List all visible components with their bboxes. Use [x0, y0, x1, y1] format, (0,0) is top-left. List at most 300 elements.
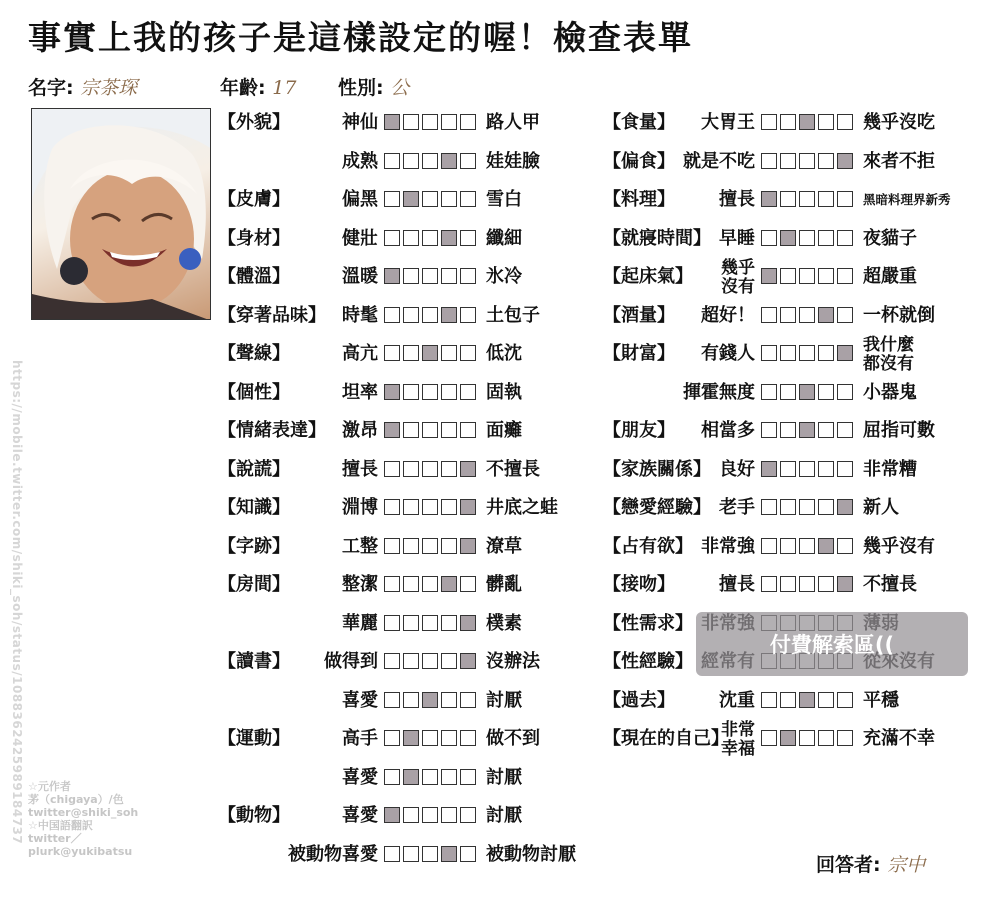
rating-scale — [761, 191, 853, 207]
rating-scale — [384, 653, 476, 669]
rating-box[interactable] — [460, 191, 476, 207]
rating-box[interactable] — [441, 307, 457, 323]
rating-box[interactable] — [441, 846, 457, 862]
rating-box[interactable] — [403, 692, 419, 708]
rating-box[interactable] — [837, 345, 853, 361]
rating-box[interactable] — [818, 384, 834, 400]
credits — [28, 780, 138, 858]
rating-box[interactable] — [441, 191, 457, 207]
left-trait-label: 做得到 — [324, 651, 378, 672]
rating-box[interactable] — [422, 191, 438, 207]
rating-box[interactable] — [422, 653, 438, 669]
rating-box[interactable] — [384, 576, 400, 592]
rating-scale — [384, 538, 476, 554]
rating-box[interactable] — [799, 230, 815, 246]
rating-box[interactable] — [799, 730, 815, 746]
rating-box[interactable] — [384, 384, 400, 400]
category-label: 【就寢時間】 — [603, 227, 711, 249]
rating-box[interactable] — [403, 846, 419, 862]
rating-box[interactable] — [422, 422, 438, 438]
rating-box[interactable] — [780, 345, 796, 361]
left-trait-label: 揮霍無度 — [683, 381, 755, 403]
rating-box[interactable] — [422, 384, 438, 400]
rating-box[interactable] — [818, 345, 834, 361]
rating-box[interactable] — [460, 153, 476, 169]
rating-box[interactable] — [403, 461, 419, 477]
right-trait-label: 小器鬼 — [863, 381, 917, 403]
category-label: 【性需求】 — [603, 612, 693, 634]
rating-scale — [761, 576, 853, 592]
rating-box[interactable] — [384, 692, 400, 708]
rating-box[interactable] — [780, 153, 796, 169]
right-trait-label: 來者不拒 — [863, 150, 935, 172]
category-label: 【接吻】 — [603, 574, 675, 595]
rating-box[interactable] — [384, 345, 400, 361]
rating-box[interactable] — [403, 191, 419, 207]
left-trait-label: 溫暖 — [342, 266, 378, 287]
rating-scale — [384, 345, 476, 361]
rating-box[interactable] — [384, 191, 400, 207]
category-label: 【外貌】 — [218, 112, 290, 133]
rating-box[interactable] — [422, 268, 438, 284]
rating-box[interactable] — [460, 345, 476, 361]
rating-box[interactable] — [837, 692, 853, 708]
rating-box[interactable] — [422, 499, 438, 515]
rating-box[interactable] — [422, 615, 438, 631]
rating-box[interactable] — [799, 576, 815, 592]
scale-row — [603, 496, 998, 520]
rating-box[interactable] — [780, 114, 796, 130]
age-field — [220, 73, 296, 100]
rating-box[interactable] — [761, 461, 777, 477]
left-trait-label: 良好 — [719, 458, 755, 480]
rating-box[interactable] — [837, 422, 853, 438]
rating-box[interactable] — [837, 191, 853, 207]
rating-box[interactable] — [818, 461, 834, 477]
rating-scale — [384, 268, 476, 284]
rating-box[interactable] — [384, 538, 400, 554]
rating-box[interactable] — [403, 345, 419, 361]
right-trait-label: 充滿不幸 — [863, 728, 935, 749]
category-label: 【皮膚】 — [218, 189, 290, 210]
scale-row — [218, 843, 598, 867]
rating-box[interactable] — [384, 499, 400, 515]
rating-box[interactable] — [460, 615, 476, 631]
rating-box[interactable] — [384, 153, 400, 169]
right-trait-label: 氷冷 — [486, 266, 522, 287]
rating-box[interactable] — [441, 576, 457, 592]
rating-box[interactable] — [460, 538, 476, 554]
rating-box[interactable] — [837, 499, 853, 515]
rating-box[interactable] — [441, 230, 457, 246]
scale-row — [218, 188, 598, 212]
rating-box[interactable] — [460, 807, 476, 823]
rating-scale — [761, 422, 853, 438]
rating-box[interactable] — [837, 576, 853, 592]
rating-box[interactable] — [384, 615, 400, 631]
answerer-field — [816, 850, 925, 877]
rating-box[interactable] — [799, 345, 815, 361]
rating-box[interactable] — [780, 384, 796, 400]
rating-box[interactable] — [799, 422, 815, 438]
rating-box[interactable] — [799, 692, 815, 708]
scale-row — [218, 650, 598, 674]
rating-box[interactable] — [460, 307, 476, 323]
rating-box[interactable] — [799, 191, 815, 207]
rating-box[interactable] — [384, 230, 400, 246]
rating-box[interactable] — [384, 769, 400, 785]
rating-box[interactable] — [780, 692, 796, 708]
gender-field — [338, 73, 409, 100]
left-trait-label: 喜愛 — [342, 766, 378, 788]
left-trait-label: 幾乎 沒有 — [721, 258, 755, 297]
rating-box[interactable] — [403, 114, 419, 130]
rating-box[interactable] — [460, 692, 476, 708]
rating-scale — [384, 576, 476, 592]
credit-line: ☆中国語翻訳 — [28, 819, 93, 832]
rating-scale — [761, 230, 853, 246]
left-trait-label: 非常強 — [701, 535, 755, 557]
rating-scale — [384, 461, 476, 477]
left-trait-label: 神仙 — [342, 112, 378, 133]
credit-line: plurk@yukibatsu — [28, 845, 133, 858]
category-label: 【占有欲】 — [603, 535, 693, 557]
character-portrait — [31, 108, 211, 320]
credit-line: ☆元作者 — [28, 780, 71, 793]
rating-box[interactable] — [818, 692, 834, 708]
rating-scale — [384, 422, 476, 438]
rating-box[interactable] — [837, 538, 853, 554]
rating-box[interactable] — [818, 422, 834, 438]
rating-scale — [384, 730, 476, 746]
rating-box[interactable] — [422, 769, 438, 785]
rating-box[interactable] — [384, 846, 400, 862]
left-trait-label: 擅長 — [342, 458, 378, 480]
right-trait-label: 夜貓子 — [863, 227, 917, 249]
rating-scale — [761, 268, 853, 284]
credit-line: 茅（chigaya）/色 — [28, 793, 124, 806]
rating-box[interactable] — [780, 191, 796, 207]
rating-box[interactable] — [780, 538, 796, 554]
rating-box[interactable] — [761, 576, 777, 592]
rating-box[interactable] — [403, 230, 419, 246]
rating-box[interactable] — [422, 692, 438, 708]
gender-label: 性別: — [338, 77, 384, 99]
right-trait-label: 雪白 — [486, 189, 522, 210]
rating-box[interactable] — [837, 230, 853, 246]
rating-box[interactable] — [422, 114, 438, 130]
rating-box[interactable] — [403, 153, 419, 169]
rating-box[interactable] — [780, 499, 796, 515]
rating-box[interactable] — [441, 807, 457, 823]
answerer-value: 宗中 — [887, 854, 926, 876]
scale-row — [218, 727, 598, 751]
left-trait-label: 老手 — [719, 497, 755, 518]
right-trait-label: 不擅長 — [486, 458, 540, 480]
credit-line: twitter@shiki_soh — [28, 806, 139, 819]
rating-box[interactable] — [441, 653, 457, 669]
age-value: 17 — [272, 77, 297, 99]
rating-box[interactable] — [761, 114, 777, 130]
rating-box[interactable] — [799, 384, 815, 400]
rating-box[interactable] — [761, 692, 777, 708]
left-trait-label: 華麗 — [342, 612, 378, 634]
rating-box[interactable] — [818, 499, 834, 515]
rating-box[interactable] — [384, 422, 400, 438]
rating-box[interactable] — [837, 153, 853, 169]
scale-row — [603, 689, 998, 713]
rating-box[interactable] — [441, 461, 457, 477]
rating-box[interactable] — [780, 307, 796, 323]
rating-box[interactable] — [384, 730, 400, 746]
rating-scale — [384, 230, 476, 246]
rating-box[interactable] — [422, 153, 438, 169]
rating-scale — [384, 153, 476, 169]
category-label: 【朋友】 — [603, 420, 675, 441]
scale-row — [603, 258, 998, 297]
right-trait-label: 沒辦法 — [486, 651, 540, 672]
rating-box[interactable] — [403, 384, 419, 400]
rating-box[interactable] — [403, 422, 419, 438]
category-label: 【運動】 — [218, 728, 290, 749]
right-trait-label: 面癱 — [486, 420, 522, 441]
rating-box[interactable] — [780, 422, 796, 438]
scale-row — [603, 458, 998, 482]
category-label: 【情緒表達】 — [218, 420, 326, 441]
rating-box[interactable] — [799, 307, 815, 323]
left-trait-label: 被動物喜愛 — [288, 843, 378, 865]
left-trait-label: 喜愛 — [342, 689, 378, 711]
rating-box[interactable] — [761, 307, 777, 323]
rating-box[interactable] — [403, 769, 419, 785]
rating-box[interactable] — [422, 730, 438, 746]
rating-box[interactable] — [441, 692, 457, 708]
scale-row — [218, 496, 598, 520]
category-label: 【財富】 — [603, 343, 675, 364]
rating-box[interactable] — [837, 307, 853, 323]
rating-box[interactable] — [441, 345, 457, 361]
category-label: 【字跡】 — [218, 535, 290, 557]
rating-box[interactable] — [441, 268, 457, 284]
credit-line: twitter／ — [28, 832, 82, 845]
rating-box[interactable] — [818, 114, 834, 130]
rating-box[interactable] — [403, 730, 419, 746]
name-label: 名字: — [28, 77, 74, 99]
rating-box[interactable] — [460, 384, 476, 400]
rating-box[interactable] — [818, 307, 834, 323]
rating-box[interactable] — [403, 499, 419, 515]
rating-box[interactable] — [460, 769, 476, 785]
scale-row — [218, 227, 598, 251]
rating-box[interactable] — [780, 576, 796, 592]
rating-box[interactable] — [403, 807, 419, 823]
rating-box[interactable] — [799, 499, 815, 515]
rating-box[interactable] — [780, 730, 796, 746]
scale-row — [218, 342, 598, 366]
scale-row — [218, 766, 598, 790]
rating-scale — [761, 692, 853, 708]
rating-box[interactable] — [384, 114, 400, 130]
rating-box[interactable] — [460, 422, 476, 438]
rating-box[interactable] — [460, 114, 476, 130]
rating-box[interactable] — [441, 114, 457, 130]
rating-box[interactable] — [384, 653, 400, 669]
left-trait-label: 高亢 — [342, 343, 378, 364]
scale-row — [218, 689, 598, 713]
scale-row — [603, 720, 998, 759]
rating-box[interactable] — [837, 114, 853, 130]
rating-box[interactable] — [761, 384, 777, 400]
rating-box[interactable] — [422, 230, 438, 246]
rating-box[interactable] — [818, 153, 834, 169]
left-trait-label: 成熟 — [342, 150, 378, 172]
rating-box[interactable] — [422, 807, 438, 823]
rating-box[interactable] — [403, 615, 419, 631]
rating-box[interactable] — [799, 538, 815, 554]
rating-box[interactable] — [460, 499, 476, 515]
scale-row — [603, 381, 998, 405]
rating-box[interactable] — [837, 268, 853, 284]
rating-scale — [384, 191, 476, 207]
rating-box[interactable] — [441, 384, 457, 400]
right-trait-label: 幾乎沒有 — [863, 535, 935, 557]
rating-box[interactable] — [761, 191, 777, 207]
rating-box[interactable] — [422, 538, 438, 554]
rating-scale — [761, 153, 853, 169]
scale-row — [218, 458, 598, 482]
rating-box[interactable] — [441, 153, 457, 169]
rating-scale — [761, 384, 853, 400]
category-label: 【身材】 — [218, 227, 290, 249]
right-trait-label: 討厭 — [486, 805, 522, 826]
rating-box[interactable] — [403, 268, 419, 284]
rating-box[interactable] — [460, 461, 476, 477]
rating-box[interactable] — [761, 538, 777, 554]
left-trait-label: 相當多 — [701, 420, 755, 441]
right-trait-label: 非常糟 — [863, 458, 917, 480]
category-label: 【起床氣】 — [603, 266, 693, 287]
left-trait-label: 淵博 — [342, 497, 378, 518]
rating-box[interactable] — [780, 230, 796, 246]
rating-box[interactable] — [441, 422, 457, 438]
rating-box[interactable] — [403, 538, 419, 554]
rating-box[interactable] — [441, 769, 457, 785]
left-trait-label: 偏黑 — [342, 189, 378, 210]
rating-box[interactable] — [761, 268, 777, 284]
rating-box[interactable] — [761, 153, 777, 169]
rating-box[interactable] — [799, 153, 815, 169]
rating-box[interactable] — [384, 461, 400, 477]
rating-box[interactable] — [422, 307, 438, 323]
rating-scale — [384, 769, 476, 785]
scale-row — [218, 419, 598, 443]
right-trait-label: 固執 — [486, 381, 522, 403]
rating-box[interactable] — [422, 846, 438, 862]
scale-row — [603, 573, 998, 597]
category-label: 【個性】 — [218, 381, 290, 403]
category-label: 【性經驗】 — [603, 651, 693, 672]
rating-box[interactable] — [761, 499, 777, 515]
rating-box[interactable] — [441, 730, 457, 746]
left-trait-label: 高手 — [342, 728, 378, 749]
category-label: 【體溫】 — [218, 266, 290, 287]
rating-box[interactable] — [384, 268, 400, 284]
rating-box[interactable] — [818, 268, 834, 284]
rating-box[interactable] — [761, 422, 777, 438]
name-field — [28, 73, 137, 100]
category-label: 【穿著品味】 — [218, 304, 326, 326]
rating-box[interactable] — [780, 461, 796, 477]
right-trait-label: 潦草 — [486, 535, 522, 557]
rating-box[interactable] — [837, 730, 853, 746]
right-trait-label: 黑暗料理界新秀 — [863, 192, 951, 207]
rating-box[interactable] — [799, 461, 815, 477]
rating-box[interactable] — [441, 615, 457, 631]
left-trait-label: 有錢人 — [701, 343, 755, 364]
rating-box[interactable] — [441, 499, 457, 515]
rating-box[interactable] — [818, 230, 834, 246]
rating-box[interactable] — [422, 461, 438, 477]
rating-scale — [384, 499, 476, 515]
rating-box[interactable] — [384, 807, 400, 823]
rating-box[interactable] — [799, 268, 815, 284]
paid-unlock-button[interactable]: 付費解索區(( — [696, 612, 968, 676]
rating-box[interactable] — [818, 538, 834, 554]
rating-box[interactable] — [761, 230, 777, 246]
rating-box[interactable] — [403, 307, 419, 323]
rating-box[interactable] — [761, 730, 777, 746]
rating-box[interactable] — [403, 576, 419, 592]
right-trait-label: 新人 — [863, 497, 899, 518]
left-trait-label: 坦率 — [342, 381, 378, 403]
rating-box[interactable] — [460, 230, 476, 246]
rating-scale — [384, 384, 476, 400]
rating-box[interactable] — [403, 653, 419, 669]
rating-box[interactable] — [818, 191, 834, 207]
rating-box[interactable] — [441, 538, 457, 554]
category-label: 【酒量】 — [603, 304, 675, 326]
rating-box[interactable] — [818, 730, 834, 746]
rating-box[interactable] — [460, 576, 476, 592]
rating-box[interactable] — [460, 730, 476, 746]
left-trait-label: 擅長 — [719, 189, 755, 210]
left-trait-label: 非常 幸福 — [721, 720, 755, 759]
gender-value: 公 — [390, 77, 410, 99]
rating-box[interactable] — [837, 461, 853, 477]
category-label: 【房間】 — [218, 574, 290, 595]
left-trait-label: 大胃王 — [701, 112, 755, 133]
left-trait-label: 喜愛 — [342, 805, 378, 826]
rating-box[interactable] — [460, 846, 476, 862]
category-label: 【過去】 — [603, 689, 675, 711]
rating-box[interactable] — [837, 384, 853, 400]
right-trait-label: 超嚴重 — [863, 266, 917, 287]
rating-box[interactable] — [780, 268, 796, 284]
rating-box[interactable] — [761, 345, 777, 361]
scale-row — [603, 150, 998, 174]
rating-box[interactable] — [818, 576, 834, 592]
rating-scale — [384, 692, 476, 708]
rating-box[interactable] — [422, 345, 438, 361]
left-trait-label: 沈重 — [719, 689, 755, 711]
rating-box[interactable] — [460, 268, 476, 284]
rating-box[interactable] — [460, 653, 476, 669]
right-trait-label: 土包子 — [486, 304, 540, 326]
left-trait-label: 早睡 — [719, 227, 755, 249]
rating-box[interactable] — [384, 307, 400, 323]
rating-box[interactable] — [799, 114, 815, 130]
rating-box[interactable] — [422, 576, 438, 592]
